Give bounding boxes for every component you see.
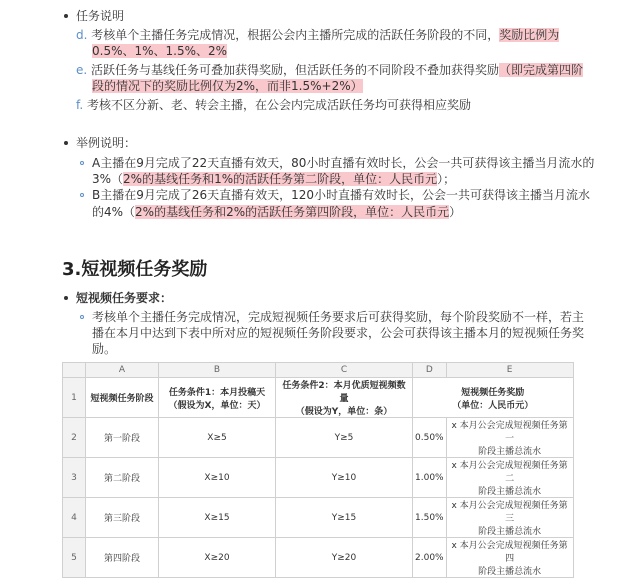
- col-letter-e[interactable]: E: [446, 363, 573, 378]
- desc-line-2: 播在本月中达到下表中所对应的短视频任务阶段要求，公会可获得该主播本月的短视频任务奖: [92, 326, 585, 340]
- text: 的4%（: [92, 205, 136, 219]
- cell-stage[interactable]: 第三阶段: [86, 498, 159, 538]
- table-row: [63, 458, 574, 498]
- cell-pct[interactable]: 0.50%: [413, 418, 447, 458]
- list-item-text: 考核单个主播任务完成情况，根据公会内主播所完成的活跃任务阶段的不同，: [91, 28, 500, 42]
- reward-text: 阶段主播总流水: [478, 487, 542, 497]
- reward-text: x 本月公会完成短视频任务第四: [451, 541, 568, 564]
- header-cell-condition-2[interactable]: [276, 378, 413, 418]
- cell-x[interactable]: X≥15: [159, 498, 276, 538]
- text: 3%（: [92, 172, 124, 186]
- example-b-line1: B主播在9月完成了26天直播有效天，120小时直播有效时长，公会一共可获得该主播当月流水: [92, 188, 591, 202]
- section-heading-examples: 举例说明：: [76, 136, 137, 150]
- highlighted-text: 2%的基线任务和2%的活跃任务第四阶段，单位：人民币元: [135, 205, 450, 219]
- list-marker: d.: [76, 28, 88, 42]
- highlighted-text: 奖励比例为: [499, 28, 560, 42]
- highlighted-text: 0.5%、1%、1.5%、2%: [92, 44, 228, 58]
- header-cell-stage[interactable]: 短视频任务阶段: [86, 378, 159, 418]
- list-item-text: 考核不区分新、老、转会主播，在公会内完成活跃任务均可获得相应奖励: [87, 98, 472, 112]
- cell-stage[interactable]: 第四阶段: [86, 538, 159, 578]
- section-title: 3.短视频任务奖励: [62, 259, 208, 280]
- text: ）: [449, 205, 462, 219]
- cell-pct[interactable]: 1.00%: [413, 458, 447, 498]
- cell-stage[interactable]: 第一阶段: [86, 418, 159, 458]
- cell-pct[interactable]: 1.50%: [413, 498, 447, 538]
- list-item-f: [76, 97, 471, 113]
- header-text: 任务条件1：本月投稿天: [168, 387, 266, 398]
- reward-text: 阶段主播总流水: [478, 527, 542, 537]
- table-row: [63, 498, 574, 538]
- cell-reward[interactable]: [446, 498, 573, 538]
- col-letter-a[interactable]: A: [86, 363, 159, 378]
- header-cell-reward[interactable]: [413, 378, 574, 418]
- reward-text: x 本月公会完成短视频任务第一: [451, 421, 568, 444]
- cell-y[interactable]: Y≥15: [276, 498, 413, 538]
- sub-heading: 短视频任务要求：: [76, 291, 173, 305]
- bullet-dot: [64, 14, 68, 18]
- cell-y[interactable]: Y≥20: [276, 538, 413, 578]
- table-row: [63, 378, 574, 418]
- highlighted-text: （即完成第四阶: [499, 63, 584, 77]
- desc-line-1: 考核单个主播任务完成情况，完成短视频任务要求后可获得奖励，每个阶段奖励不一样，若主: [92, 310, 585, 324]
- reward-text: 阶段主播总流水: [478, 447, 542, 457]
- highlighted-text: 段的情况下的奖励比例仅为2%，而非1.5%+2%）: [92, 79, 363, 93]
- text: ）；: [437, 172, 456, 186]
- bullet-dot: [64, 296, 68, 300]
- list-item-text: 活跃任务与基线任务可叠加获得奖励，但活跃任务的不同阶段不叠加获得奖励: [91, 63, 500, 77]
- cell-y[interactable]: Y≥5: [276, 418, 413, 458]
- example-a-line2: [92, 171, 455, 187]
- cell-reward[interactable]: [446, 458, 573, 498]
- cell-x[interactable]: X≥20: [159, 538, 276, 578]
- reward-text: x 本月公会完成短视频任务第三: [451, 501, 568, 524]
- circle-bullet: [80, 161, 84, 165]
- list-item-e-line2: [92, 78, 363, 94]
- reward-text: 阶段主播总流水: [478, 567, 542, 577]
- header-text: 短视频任务奖励: [461, 387, 525, 398]
- cell-x[interactable]: X≥10: [159, 458, 276, 498]
- list-item-e: [76, 62, 583, 78]
- col-letter-d[interactable]: D: [413, 363, 447, 378]
- list-marker: f.: [76, 98, 84, 112]
- highlighted-text: 2%的基线任务和1%的活跃任务第二阶段，单位：人民币元: [123, 172, 438, 186]
- header-text: 任务条件2：本月优质短视频数量: [282, 381, 406, 404]
- column-letter-row: [63, 363, 574, 378]
- table-row: [63, 418, 574, 458]
- row-number[interactable]: 5: [63, 538, 86, 578]
- col-letter-c[interactable]: C: [276, 363, 413, 378]
- cell-pct[interactable]: 2.00%: [413, 538, 447, 578]
- sheet-corner[interactable]: [63, 363, 86, 378]
- list-item-d: [76, 27, 559, 43]
- cell-stage[interactable]: 第二阶段: [86, 458, 159, 498]
- circle-bullet: [80, 193, 84, 197]
- cell-x[interactable]: X≥5: [159, 418, 276, 458]
- row-number[interactable]: 1: [63, 378, 86, 418]
- bullet-dot: [64, 141, 68, 145]
- row-number[interactable]: 2: [63, 418, 86, 458]
- cell-reward[interactable]: [446, 418, 573, 458]
- row-number[interactable]: 4: [63, 498, 86, 538]
- col-letter-b[interactable]: B: [159, 363, 276, 378]
- section-heading-task-description: 任务说明: [76, 9, 125, 23]
- header-text: （单位：人民币元）: [452, 400, 534, 411]
- example-b-line2: [92, 204, 461, 220]
- list-item-d-line2: [92, 43, 227, 59]
- row-number[interactable]: 3: [63, 458, 86, 498]
- reward-text: x 本月公会完成短视频任务第二: [451, 461, 568, 484]
- spreadsheet-table: [62, 362, 574, 578]
- cell-y[interactable]: Y≥10: [276, 458, 413, 498]
- header-text: （假设为Y，单位：条）: [295, 407, 393, 417]
- header-text: （假设为X，单位：天）: [168, 400, 266, 411]
- example-a-line1: A主播在9月完成了22天直播有效天，80小时直播有效时长，公会一共可获得该主播当月流水的: [92, 156, 595, 170]
- header-cell-condition-1[interactable]: [159, 378, 276, 418]
- circle-bullet: [80, 315, 84, 319]
- desc-line-3: 励。: [92, 342, 117, 356]
- list-marker: e.: [76, 63, 88, 77]
